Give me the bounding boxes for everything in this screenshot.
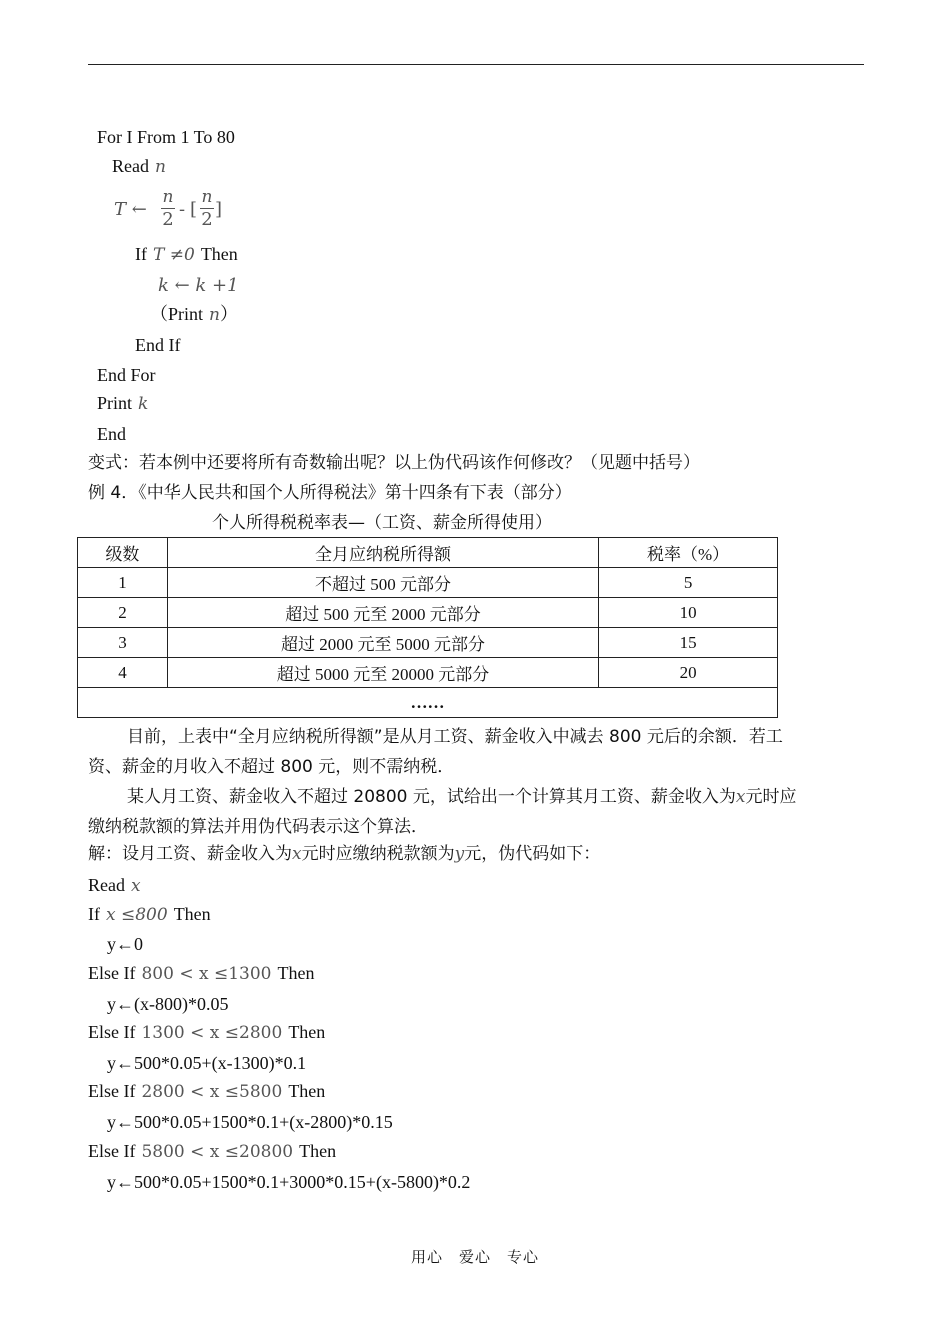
header-level: 级数 [78,538,168,568]
fraction-2-denominator: 2 [201,209,213,230]
code2-assign-4: y←500*0.05+1500*0.1+3000*0.15+(x-5800)*0.2 [107,1172,471,1192]
fraction-2 [199,186,215,231]
if-condition: T ≠0 [153,245,195,265]
table-header-row [78,538,778,568]
code2-assign-3: y←500*0.05+1500*0.1+(x-2800)*0.15 [107,1112,393,1132]
table-title: 个人所得税税率表—（工资、薪金所得使用） [212,513,552,533]
header-rate: 税率（%） [599,538,778,568]
paragraph-1-line-1: 目前，上表中“全月应纳税所得额”是从月工资、薪金收入中减去 800 元后的余额．若工 [127,727,783,747]
code-k-increment: k ← k +1 [158,275,239,296]
tax-rate-table [77,537,778,718]
code2-read: Read x [88,875,141,896]
bracket-open: [ [190,199,198,220]
code-read-line [112,155,166,178]
example-4-heading: 例 4．《中华人民共和国个人所得税法》第十四条有下表（部分） [88,483,572,503]
table-ellipsis-row: …… [78,688,778,718]
table-row: 4 超过 5000 元至 20000 元部分 20 [78,658,778,688]
table-row: 1 不超过 500 元部分 5 [78,568,778,598]
minus-sign: - [179,199,186,220]
code2-assign-2: y←500*0.05+(x-1300)*0.1 [107,1053,307,1073]
fraction-1 [160,186,176,231]
code-end: End [97,424,126,444]
read-variable: n [154,157,166,177]
code2-assign-1: y←(x-800)*0.05 [107,994,229,1014]
paragraph-1-line-2: 资、薪金的月收入不超过 800 元，则不需纳税． [88,757,455,777]
fraction-1-numerator: n [162,187,174,207]
code-end-if: End If [135,335,181,355]
code2-assign-0: y←0 [107,934,143,954]
table-row: 2 超过 500 元至 2000 元部分 10 [78,598,778,628]
variant-question: 变式：若本例中还要将所有奇数输出呢？以上伪代码该作何修改？（见题中括号） [88,453,700,473]
code2-elseif-2: Else If 1300 < x ≤2800 Then [88,1022,326,1043]
code2-elseif-4: Else If 5800 < x ≤20800 Then [88,1141,337,1162]
table-row: 3 超过 2000 元至 5000 元部分 15 [78,628,778,658]
header-rule [88,64,864,65]
paragraph-2-line-1: 某人月工资、薪金收入不超过 20800 元，试给出一个计算其月工资、薪金收入为x元时应 [127,787,797,807]
page-footer: 用心 爱心 专心 [410,1248,539,1266]
code-end-for: End For [97,365,156,385]
code2-elseif-3: Else If 2800 < x ≤5800 Then [88,1081,326,1102]
solution-intro: 解：设月工资、薪金收入为x元时应缴纳税款额为y元，伪代码如下： [88,844,601,864]
code-print-paren: （Print n） [150,304,238,325]
code-print-k: Print k [97,393,149,414]
then-keyword: Then [200,244,238,264]
header-income: 全月应纳税所得额 [167,538,598,568]
assign-lhs: T ← [114,199,147,220]
if-keyword: If [135,244,147,264]
read-keyword: Read [112,156,149,176]
code2-if-1: If x ≤800 Then [88,904,211,925]
code2-elseif-1: Else If 800 < x ≤1300 Then [88,963,315,984]
fraction-2-numerator: n [201,187,213,207]
fraction-1-denominator: 2 [162,209,174,230]
code-for-line: For I From 1 To 80 [97,127,235,147]
paragraph-2-line-2: 缴纳税款额的算法并用伪代码表示这个算法． [88,817,428,837]
bracket-close: ] [215,199,223,220]
code-if-line [135,243,238,266]
